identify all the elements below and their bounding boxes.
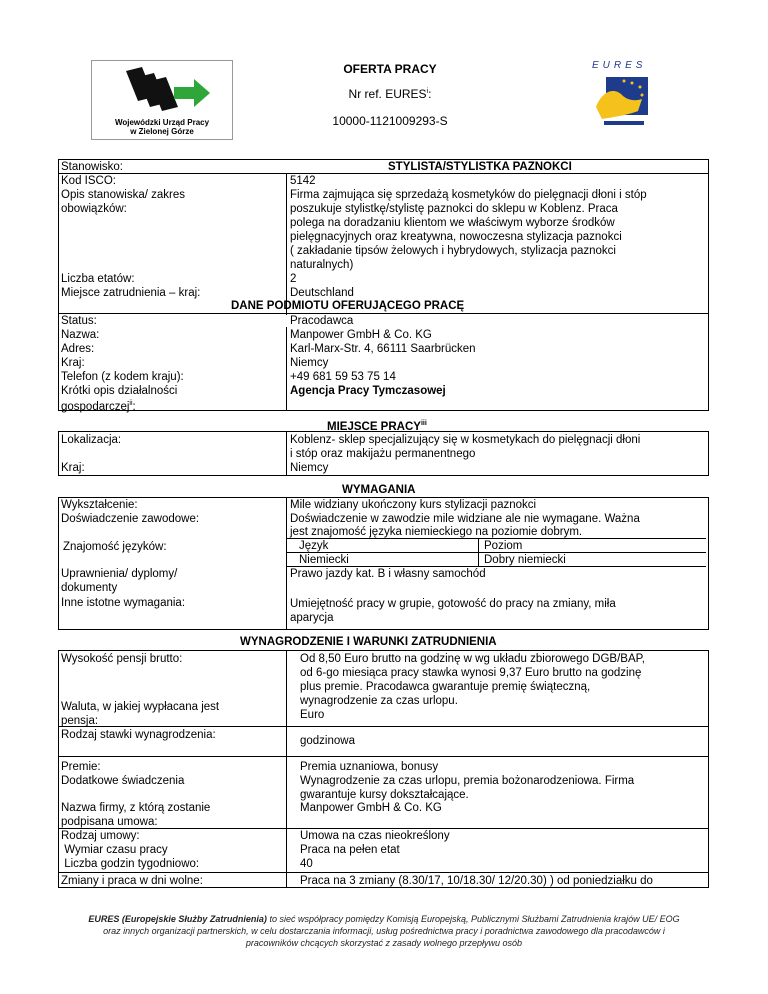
pensja-line: Od 8,50 Euro brutto na godzinę w wg układu zbiorowego DGB/BAP, xyxy=(300,653,645,665)
zmiany-label: Zmiany i praca w dni wolne: xyxy=(61,875,203,887)
waluta-label-1: Waluta, w jakiej wypłacana jest xyxy=(61,701,220,713)
dzialalnosc-label-1: Krótki opis działalności xyxy=(61,385,178,397)
eures-logo xyxy=(592,60,654,132)
wup-logo-graphic xyxy=(112,65,212,113)
doswiadczenie-line: jest znajomość języka niemieckiego na poziomie dobrym. xyxy=(290,526,583,538)
firma-label-2: podpisana umowa: xyxy=(61,816,158,828)
adres-value: Karl-Marx-Str. 4, 66111 Saarbrücken xyxy=(290,343,476,355)
godziny-label: Liczba godzin tygodniowo: xyxy=(61,858,200,870)
nazwa-value: Manpower GmbH & Co. KG xyxy=(290,329,432,341)
lokalizacja-line: i stóp oraz makijażu permanentnego xyxy=(290,448,476,460)
miejsce-value: Deutschland xyxy=(290,287,354,299)
uprawnienia-value: Prawo jazdy kat. B i własny samochód xyxy=(290,568,486,580)
workplace-kraj-value: Niemcy xyxy=(290,462,329,474)
etaty-label: Liczba etatów: xyxy=(61,273,135,285)
employer-section-title: DANE PODMIOTU OFERUJĄCEGO PRACĘ xyxy=(231,300,465,312)
poziom-header: Poziom xyxy=(484,540,523,552)
opis-line: pielęgnacyjnych oraz kreatywna, nowoczesna stylizacja paznokci xyxy=(290,231,622,243)
firma-label-1: Nazwa firmy, z którą zostanie xyxy=(61,802,211,814)
lokalizacja-label: Lokalizacja: xyxy=(61,434,122,446)
office-line-1: Wojewódzki Urząd Pracy xyxy=(114,118,210,127)
premie-label: Premie: xyxy=(61,761,101,773)
wyksztalcenie-label: Wykształcenie: xyxy=(61,499,138,511)
requirements-section-title: WYMAGANIA xyxy=(342,484,416,496)
opis-line: naturalnych) xyxy=(290,259,354,271)
uprawnienia-label-2: dokumenty xyxy=(61,582,118,594)
footer-line-1: EURES (Europejskie Służby Zatrudnienia) to sieć współpracy pomiędzy Komisją Europejską, Publicznymi Służbami Zatrudnienia krajów UE/ EOG xyxy=(88,914,680,924)
rodzaj-stawki-label: Rodzaj stawki wynagrodzenia: xyxy=(61,729,216,741)
doswiadczenie-label: Doświadczenie zawodowe: xyxy=(61,513,200,525)
nazwa-label: Nazwa: xyxy=(61,329,100,341)
footer-line-2: oraz innych organizacji partnerskich, w celu dostarczania informacji, usług pośrednictwa pracy i poradnictwa zawodowego dla pracodawców i xyxy=(103,926,665,936)
zmiany-value: Praca na 3 zmiany (8.30/17, 10/18.30/ 12/20.30) ) od poniedziałku do xyxy=(300,875,653,887)
stanowisko-value: STYLISTA/STYLISTKA PAZNOKCI xyxy=(388,161,572,173)
opis-label-2: obowiązków: xyxy=(61,203,127,215)
opis-line: Firma zajmująca się sprzedażą kosmetyków do pielęgnacji dłoni i stóp xyxy=(290,189,647,201)
swiadczenia-line: gwarantuje kursy dokształcające. xyxy=(300,789,469,801)
office-line-2: w Zielonej Górze xyxy=(130,127,194,136)
wyksztalcenie-value: Mile widziany ukończony kurs stylizacji paznokci xyxy=(290,499,537,511)
firma-value: Manpower GmbH & Co. KG xyxy=(300,802,442,814)
opis-line: polega na doradzaniu klientom we właściwym wyborze środków xyxy=(290,217,615,229)
offer-title: OFERTA PRACY xyxy=(343,62,437,76)
waluta-label-2: pensja: xyxy=(61,715,99,727)
opis-line: poszukuje stylistkę/stylistę paznokci do sklepu w Koblenz. Praca xyxy=(290,203,618,215)
jezyki-label: Znajomość języków: xyxy=(63,541,167,553)
telefon-label: Telefon (z kodem kraju): xyxy=(61,371,184,383)
swiadczenia-line: Wynagrodzenie za czas urlopu, premia bożonarodzeniowa. Firma xyxy=(300,775,635,787)
salary-section-title: WYNAGRODZENIE I WARUNKI ZATRUDNIENIA xyxy=(240,636,497,648)
waluta-value: Euro xyxy=(300,709,325,721)
premie-value: Premia uznaniowa, bonusy xyxy=(300,761,439,773)
wymiar-label: Wymiar czasu pracy xyxy=(61,844,168,856)
ref-label: Nr ref. EURES$^i$: xyxy=(348,87,432,101)
wup-logo xyxy=(91,60,233,140)
stanowisko-label: Stanowisko: xyxy=(61,161,124,173)
jezyk-header: Język xyxy=(299,540,329,552)
godziny-value: 40 xyxy=(300,858,313,870)
jezyk-value: Niemiecki xyxy=(299,554,349,566)
workplace-section-title: MIEJSCE PRACY$^{iii}$ xyxy=(327,420,427,433)
umowa-value: Umowa na czas nieokreślony xyxy=(300,830,450,842)
footer-line-3: pracowników chcących skorzystać z zasady wolnego przepływu osób xyxy=(245,938,523,948)
opis-label-1: Opis stanowiska/ zakres xyxy=(61,189,185,201)
kraj-value: Niemcy xyxy=(290,357,329,369)
doswiadczenie-line: Doświadczenie w zawodzie mile widziane ale nie wymagane. Ważna xyxy=(290,513,640,525)
telefon-value: +49 681 59 53 75 14 xyxy=(290,371,396,383)
eures-hand-graphic xyxy=(592,71,654,129)
pensja-line: plus premie. Pracodawca gwarantuje premię świąteczną, xyxy=(300,681,591,693)
etaty-value: 2 xyxy=(290,273,297,285)
dzialalnosc-label-2: gospodarczej$^{ii}$: xyxy=(61,400,136,413)
opis-line: ( zakładanie tipsów żelowych i hybrydowych, stylizacja paznokci xyxy=(290,245,616,257)
inne-line: Umiejętność pracy w grupie, gotowość do pracy na zmiany, miła xyxy=(290,598,616,610)
pensja-label: Wysokość pensji brutto: xyxy=(61,653,183,665)
status-label: Status: xyxy=(61,315,97,327)
poziom-value: Dobry niemiecki xyxy=(484,554,566,566)
isco-label: Kod ISCO: xyxy=(61,175,116,187)
dzialalnosc-value: Agencja Pracy Tymczasowej xyxy=(290,385,446,397)
pensja-line: od 6-go miesiąca pracy stawka wynosi 9,37 Euro brutto na godzinę xyxy=(300,667,642,679)
kraj-label: Kraj: xyxy=(61,357,85,369)
isco-value: 5142 xyxy=(290,175,316,187)
status-value: Pracodawca xyxy=(290,315,354,327)
pensja-line: wynagrodzenie za czas urlopu. xyxy=(300,695,458,707)
wymiar-value: Praca na pełen etat xyxy=(300,844,400,856)
lokalizacja-line: Koblenz- sklep specjalizujący się w kosmetykach do pielęgnacji dłoni xyxy=(290,434,641,446)
uprawnienia-label-1: Uprawnienia/ dyplomy/ xyxy=(61,568,178,580)
wup-logo-caption xyxy=(92,118,232,136)
eures-logo-text: EURES xyxy=(592,60,647,71)
swiadczenia-label: Dodatkowe świadczenia xyxy=(61,775,185,787)
miejsce-label: Miejsce zatrudnienia – kraj: xyxy=(61,287,201,299)
workplace-kraj-label: Kraj: xyxy=(61,462,85,474)
inne-line: aparycja xyxy=(290,612,334,624)
ref-number: 10000-1121009293-S xyxy=(332,114,448,128)
inne-label: Inne istotne wymagania: xyxy=(61,597,186,609)
umowa-label: Rodzaj umowy: xyxy=(61,830,140,842)
adres-label: Adres: xyxy=(61,343,95,355)
rodzaj-stawki-value: godzinowa xyxy=(300,735,355,747)
